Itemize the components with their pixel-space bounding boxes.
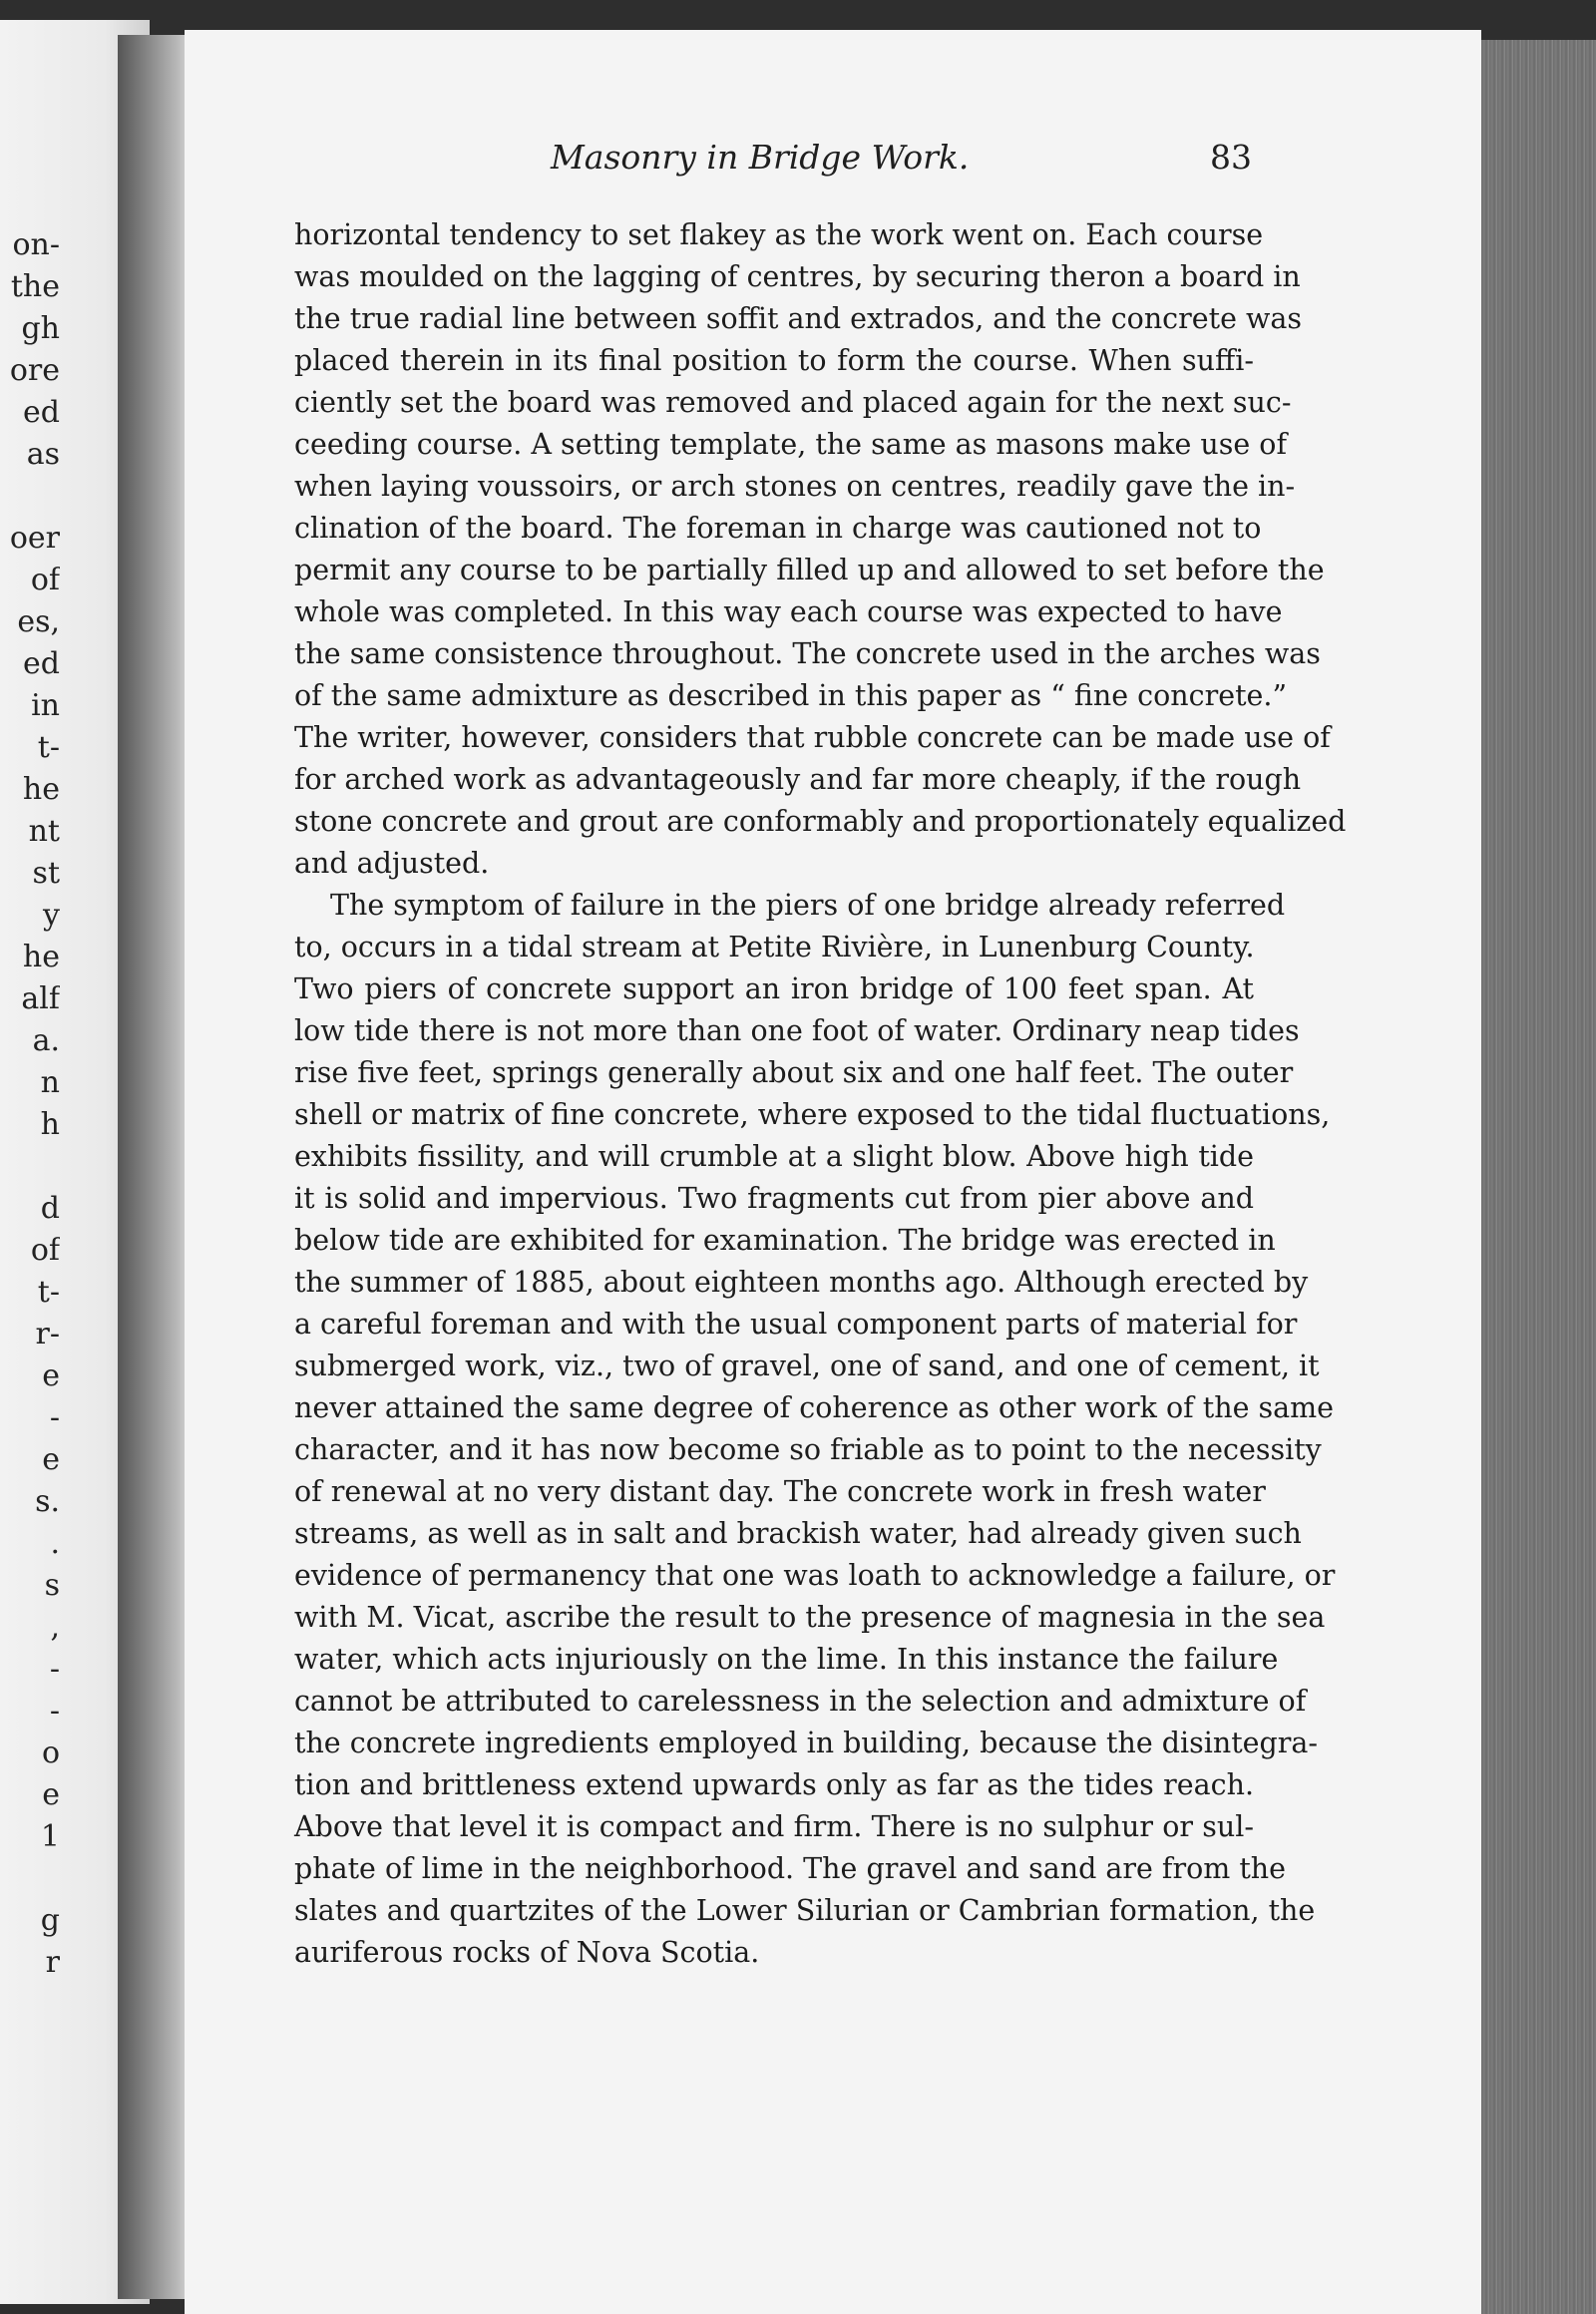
text-line: clination of the board. The foreman in charge was cautioned not to [294, 512, 1262, 545]
text-line: with M. Vicat, ascribe the result to the presence of magnesia in the sea [294, 1601, 1326, 1634]
text-line: water, which acts injuriously on the lime. In this instance the failure [294, 1643, 1279, 1676]
left-page-fragment: r [45, 1945, 60, 1980]
left-page-fragment: o [41, 1736, 60, 1770]
left-page-fragment: e [42, 1777, 60, 1812]
page-number: 83 [1210, 138, 1252, 177]
left-page-fragment: 1 [40, 1819, 60, 1854]
text-line: streams, as well as in salt and brackish water, had already given such [294, 1517, 1302, 1550]
left-page-fragment [0, 1146, 60, 1188]
left-page-fragment: he [22, 772, 60, 807]
left-page-fragment: t- [37, 730, 60, 765]
text-line: and adjusted. [294, 847, 490, 880]
text-line: the true radial line between soffit and extrados, and the concrete was [294, 302, 1303, 335]
text-line: when laying voussoirs, or arch stones on centres, readily gave the in- [294, 470, 1296, 503]
left-page-fragment: ed [23, 646, 60, 681]
text-line: placed therein in its final position to form the course. When suffi- [294, 344, 1254, 377]
text-line: stone concrete and grout are conformably and proportionately equalized [294, 805, 1347, 838]
left-page-fragment: - [49, 1694, 60, 1729]
left-page-text-fragments [0, 224, 60, 1984]
page-header [289, 138, 1252, 188]
left-page-fragment: t- [37, 1275, 60, 1310]
text-line: The symptom of failure in the piers of one bridge already referred [330, 889, 1286, 922]
text-line: permit any course to be partially filled up and allowed to set before the [294, 554, 1325, 586]
left-page-fragment: e [42, 1442, 60, 1477]
text-line: the concrete ingredients employed in building, because the disintegra- [294, 1727, 1319, 1759]
left-page-fragment: on- [12, 227, 60, 262]
left-page-fragment: a. [32, 1023, 60, 1058]
text-line: it is solid and impervious. Two fragments cut from pier above and [294, 1182, 1254, 1215]
book-edge [1481, 40, 1596, 2314]
left-page-fragment: s [44, 1568, 60, 1603]
text-line: to, occurs in a tidal stream at Petite Rivière, in Lunenburg County. [294, 931, 1255, 964]
left-page-fragment: of [30, 1233, 60, 1268]
text-line: ciently set the board was removed and placed again for the next suc- [294, 386, 1292, 419]
left-page-fragment: y [43, 898, 60, 933]
text-line: evidence of permanency that one was loath to acknowledge a failure, or [294, 1559, 1336, 1592]
text-line: auriferous rocks of Nova Scotia. [294, 1936, 760, 1969]
left-page-fragment: n [40, 1065, 60, 1100]
left-page-fragment: . [50, 1526, 60, 1561]
text-line: slates and quartzites of the Lower Silurian or Cambrian formation, the [294, 1894, 1316, 1927]
left-page-fragment: es, [17, 604, 60, 639]
left-page-fragment: , [50, 1610, 60, 1645]
left-page-fragment: s. [35, 1484, 60, 1519]
left-page-fragment: g [40, 1903, 60, 1938]
text-line: whole was completed. In this way each course was expected to have [294, 595, 1283, 628]
left-page-fragment: the [10, 269, 60, 304]
text-line: Two piers of concrete support an iron bridge of 100 feet span. At [294, 972, 1254, 1005]
text-line: phate of lime in the neighborhood. The gravel and sand are from the [294, 1852, 1287, 1885]
left-page-fragment: - [49, 1400, 60, 1435]
text-line: never attained the same degree of coherence as other work of the same [294, 1391, 1335, 1424]
left-page-fragment: r- [35, 1317, 60, 1351]
body-text [294, 214, 1347, 1974]
text-line: cannot be attributed to carelessness in the selection and admixture of [294, 1685, 1307, 1718]
left-page-fragment: gh [21, 311, 60, 346]
text-line: shell or matrix of fine concrete, where exposed to the tidal fluctuations, [294, 1098, 1331, 1131]
text-line: Above that level it is compact and firm. There is no sulphur or sul- [294, 1810, 1254, 1843]
left-page-fragment: ore [9, 353, 60, 388]
left-page-fragment: of [30, 563, 60, 597]
left-page-fragment: e [42, 1358, 60, 1393]
left-page-fragment: nt [28, 814, 60, 849]
left-page-fragment: as [26, 437, 60, 472]
running-title: Masonry in Bridge Work. [551, 138, 970, 177]
left-page-fragment: h [40, 1107, 60, 1142]
text-line: the same consistence throughout. The concrete used in the arches was [294, 637, 1321, 670]
left-page-fragment: he [22, 940, 60, 974]
text-line: low tide there is not more than one foot of water. Ordinary neap tides [294, 1014, 1300, 1047]
text-line: tion and brittleness extend upwards only as far as the tides reach. [294, 1768, 1254, 1801]
text-line: ceeding course. A setting template, the same as masons make use of [294, 428, 1288, 461]
paragraph [294, 214, 1347, 885]
text-line: exhibits fissility, and will crumble at a slight blow. Above high tide [294, 1140, 1254, 1173]
left-page-fragment [0, 476, 60, 518]
paragraph [294, 885, 1336, 1974]
left-page-fragment: d [40, 1191, 60, 1226]
left-page-fragment: ed [23, 395, 60, 430]
text-line: of the same admixture as described in this paper as “ fine concrete.” [294, 679, 1288, 712]
text-line: a careful foreman and with the usual component parts of material for [294, 1308, 1298, 1341]
left-page-fragment: in [31, 688, 60, 723]
text-line: horizontal tendency to set flakey as the work went on. Each course [294, 218, 1264, 251]
text-line: below tide are exhibited for examination. The bridge was erected in [294, 1224, 1276, 1257]
left-page-fragment: alf [21, 981, 60, 1016]
text-line: of renewal at no very distant day. The concrete work in fresh water [294, 1475, 1266, 1508]
left-page-fragment [0, 1858, 60, 1900]
text-line: the summer of 1885, about eighteen months ago. Although erected by [294, 1266, 1309, 1299]
text-line: character, and it has now become so friable as to point to the necessity [294, 1433, 1322, 1466]
left-page-fragment: st [32, 856, 60, 891]
text-line: The writer, however, considers that rubble concrete can be made use of [294, 721, 1331, 754]
text-line: rise five feet, springs generally about six and one half feet. The outer [294, 1056, 1294, 1089]
text-line: was moulded on the lagging of centres, by securing theron a board in [294, 260, 1301, 293]
left-page-fragment: oer [9, 521, 60, 556]
left-page-fragment: - [49, 1652, 60, 1687]
text-line: submerged work, viz., two of gravel, one of sand, and one of cement, it [294, 1350, 1320, 1382]
text-line: for arched work as advantageously and far more cheaply, if the rough [294, 763, 1302, 796]
